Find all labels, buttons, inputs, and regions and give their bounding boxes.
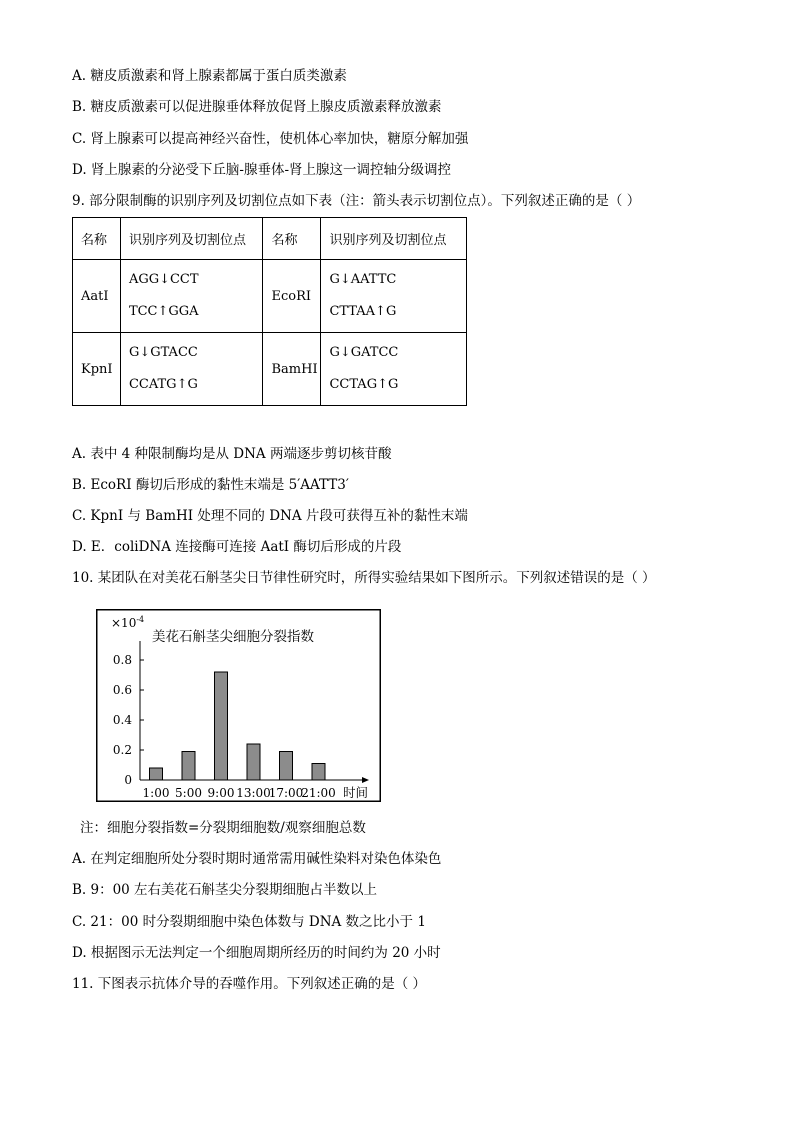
table-header: 名称 [73,218,121,260]
table-header: 识别序列及切割位点 [120,218,263,260]
q9-stem: 9. 部分限制酶的识别序列及切割位点如下表（注：箭头表示切割位点）。下列叙述正确的是（ ） [72,193,641,209]
sequence-top: G↓AATTC [329,272,397,287]
q8-option-b: B. 糖皮质激素可以促进腺垂体释放促肾上腺皮质激素释放激素 [72,99,442,115]
y-tick-label: 0.2 [112,743,132,757]
bar [280,752,293,781]
chart-multiplier: $\times 10^{-4}$ [111,615,145,630]
bar [312,764,325,781]
enzyme-table [72,217,467,406]
enzyme-name: EcoRI [263,260,321,333]
y-tick-label: 0.8 [112,653,132,667]
sequence-bottom: CTTAA↑G [329,304,397,319]
table-row [73,260,467,333]
x-tick-label: 1:00 [142,786,170,800]
sequence-top: AGG↓CCT [128,272,199,287]
bar [182,752,195,781]
chart-svg [96,609,381,802]
table-header: 名称 [263,218,321,260]
q11-stem: 11. 下图表示抗体介导的吞噬作用。下列叙述正确的是（ ） [72,976,427,992]
q8-option-c: C. 肾上腺素可以提高神经兴奋性，使机体心率加快，糖原分解加强 [72,131,469,147]
bar [247,744,260,780]
q10-option-c: C. 21：00 时分裂期细胞中染色体数与 DNA 数之比小于 1 [72,914,426,930]
q10-option-d: D. 根据图示无法判定一个细胞周期所经历的时间约为 20 小时 [72,945,441,961]
sequence-top: G↓GATCC [329,345,399,360]
x-tick-label: 17:00 [268,786,304,800]
x-tick-label: 13:00 [236,786,271,800]
y-tick-label: 0.6 [112,683,132,697]
enzyme-sequence [321,260,467,333]
division-index-chart [96,609,381,802]
q9-option-c: C. KpnI 与 BamHI 处理不同的 DNA 片段可获得互补的黏性末端 [72,508,468,524]
q9-option-a: A. 表中 4 种限制酶均是从 DNA 两端逐步剪切核苷酸 [72,446,392,462]
x-axis-label: 时间 [343,785,369,800]
q8-option-d: D. 肾上腺素的分泌受下丘脑-腺垂体-肾上腺这一调控轴分级调控 [72,162,452,178]
enzyme-name: BamHI [263,333,321,406]
y-tick-label: 0 [124,773,132,787]
x-tick-label: 5:00 [175,786,202,800]
bar [215,672,228,780]
sequence-bottom: CCTAG↑G [329,377,399,392]
chart-note: 注：细胞分裂指数=分裂期细胞数/观察细胞总数 [80,820,366,836]
q9-option-b: B. EcoRI 酶切后形成的黏性末端是 5′AATT3′ [72,477,349,493]
chart-multiplier-exponent: -4 [136,615,145,624]
enzyme-sequence [120,333,263,406]
sequence-top: G↓GTACC [128,345,198,360]
q10-option-a: A. 在判定细胞所处分裂时期时通常需用碱性染料对染色体染色 [72,851,442,867]
enzyme-name: AatI [73,260,121,333]
enzyme-sequence [120,260,263,333]
x-tick-label: 21:00 [301,786,336,800]
sequence-bottom: CCATG↑G [128,377,198,392]
q9-option-d: D. E．coliDNA 连接酶可连接 AatI 酶切后形成的片段 [72,539,402,555]
q10-option-b: B. 9：00 左右美花石斛茎尖分裂期细胞占半数以上 [72,882,378,898]
table-row [73,333,467,406]
table-header-row [73,218,467,260]
sequence-bottom: TCC↑GGA [128,304,199,319]
enzyme-name: KpnI [73,333,121,406]
bar [150,768,163,780]
q8-option-a: A. 糖皮质激素和肾上腺素都属于蛋白质类激素 [72,68,347,84]
x-tick-label: 9:00 [207,786,235,800]
q10-stem: 10. 某团队在对美花石斛茎尖日节律性研究时，所得实验结果如下图所示。下列叙述错误的是（ ） [72,570,656,586]
table-header: 识别序列及切割位点 [321,218,467,260]
y-tick-label: 0.4 [112,713,132,727]
enzyme-sequence [321,333,467,406]
chart-title: 美花石斛茎尖细胞分裂指数 [152,629,314,645]
